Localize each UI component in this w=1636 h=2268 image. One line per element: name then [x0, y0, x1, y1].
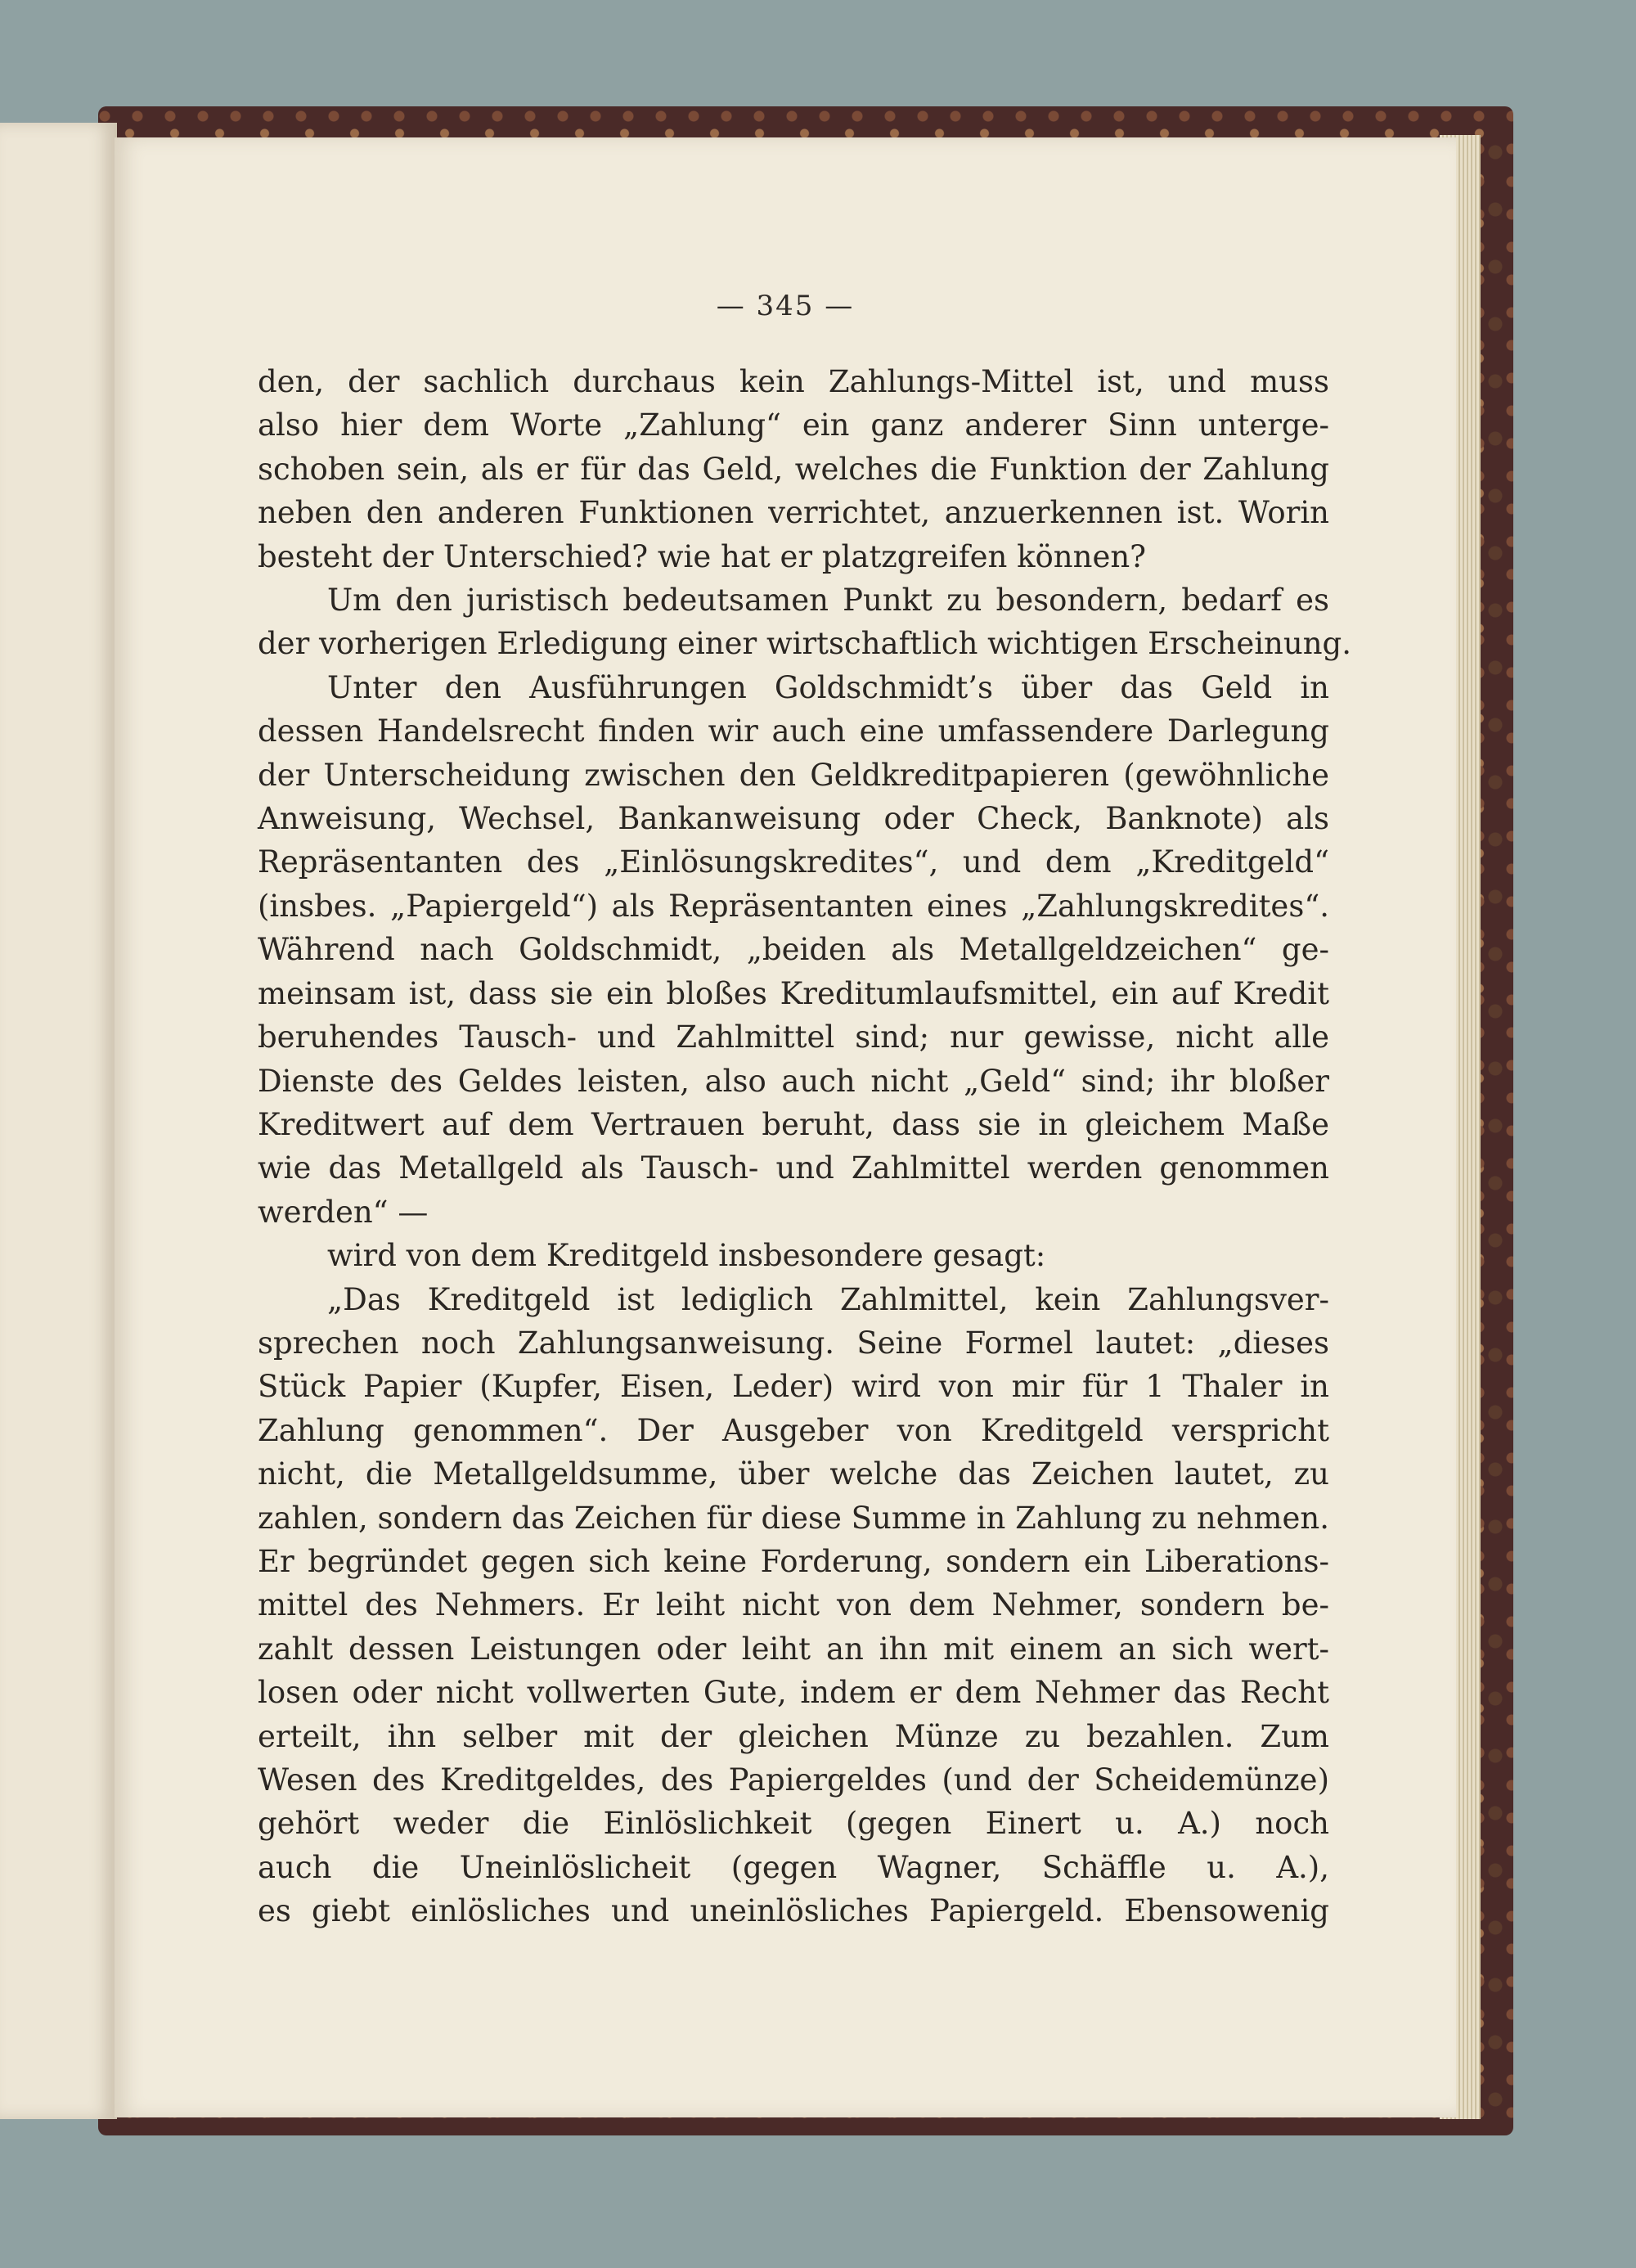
- book-page: [115, 137, 1456, 2117]
- text-line: neben den anderen Funktionen verrichtet, anzuerkennen ist. Worin: [258, 495, 1329, 531]
- text-line: Zahlung genommen“. Der Ausgeber von Kreditgeld verspricht: [258, 1412, 1329, 1448]
- text-line: also hier dem Worte „Zahlung“ ein ganz anderer Sinn unterge-: [258, 407, 1329, 443]
- text-line: mittel des Nehmers. Er leiht nicht von dem Nehmer, sondern be-: [258, 1587, 1329, 1623]
- text-line: Unter den Ausführungen Goldschmidt’s über das Geld in: [327, 669, 1329, 705]
- text-line: wird von dem Kreditgeld insbesondere gesagt:: [327, 1238, 1046, 1274]
- text-line: zahlt dessen Leistungen oder leiht an ihn mit einem an sich wert-: [258, 1631, 1329, 1667]
- text-line: werden“ —: [258, 1194, 429, 1230]
- text-line: dessen Handelsrecht finden wir auch eine umfassendere Darlegung: [258, 713, 1329, 749]
- text-line: der vorherigen Erledigung einer wirtschaftlich wichtigen Erscheinung.: [258, 626, 1351, 662]
- text-line: Kreditwert auf dem Vertrauen beruht, dass sie in gleichem Maße: [258, 1106, 1329, 1142]
- text-line: Anweisung, Wechsel, Bankanweisung oder Check, Banknote) als: [258, 801, 1329, 837]
- text-line: Repräsentanten des „Einlösungskredites“, und dem „Kreditgeld“: [258, 844, 1329, 880]
- text-line: Er begründet gegen sich keine Forderung, sondern ein Liberations-: [258, 1543, 1329, 1579]
- text-line: den, der sachlich durchaus kein Zahlungs-Mittel ist, und muss: [258, 364, 1329, 399]
- text-line: Stück Papier (Kupfer, Eisen, Leder) wird von mir für 1 Thaler in: [258, 1369, 1329, 1405]
- left-page-edge: [0, 123, 117, 2119]
- text-line: besteht der Unterschied? wie hat er platzgreifen können?: [258, 538, 1147, 574]
- text-line: Um den juristisch bedeutsamen Punkt zu besondern, bedarf es: [327, 583, 1329, 619]
- text-line: auch die Uneinlöslicheit (gegen Wagner, Schäffle u. A.),: [258, 1849, 1329, 1885]
- text-line: erteilt, ihn selber mit der gleichen Münze zu bezahlen. Zum: [258, 1718, 1329, 1754]
- text-line: schoben sein, als er für das Geld, welches die Funktion der Zahlung: [258, 451, 1329, 487]
- text-line: „Das Kreditgeld ist lediglich Zahlmittel, kein Zahlungsver-: [327, 1281, 1329, 1317]
- text-line: beruhendes Tausch- und Zahlmittel sind; nur gewisse, nicht alle: [258, 1019, 1329, 1055]
- text-line: (insbes. „Papiergeld“) als Repräsentanten eines „Zahlungskredites“.: [258, 888, 1329, 924]
- text-line: nicht, die Metallgeldsumme, über welche das Zeichen lautet, zu: [258, 1456, 1329, 1492]
- text-line: gehört weder die Einlöslichkeit (gegen Einert u. A.) noch: [258, 1806, 1329, 1842]
- text-line: meinsam ist, dass sie ein bloßes Kreditumlaufsmittel, ein auf Kredit: [258, 975, 1329, 1011]
- text-line: der Unterscheidung zwischen den Geldkreditpapieren (gewöhnliche: [258, 757, 1329, 793]
- text-line: sprechen noch Zahlungsanweisung. Seine Formel lautet: „dieses: [258, 1325, 1329, 1361]
- text-line: zahlen, sondern das Zeichen für diese Summe in Zahlung zu nehmen.: [258, 1500, 1329, 1536]
- text-line: Dienste des Geldes leisten, also auch nicht „Geld“ sind; ihr bloßer: [258, 1063, 1329, 1099]
- text-line: es giebt einlösliches und uneinlösliches Papiergeld. Ebensowenig: [258, 1893, 1329, 1929]
- text-line: Während nach Goldschmidt, „beiden als Metallgeldzeichen“ ge-: [258, 932, 1329, 968]
- body-text: [258, 360, 1351, 1933]
- text-line: losen oder nicht vollwerten Gute, indem er dem Nehmer das Recht: [258, 1675, 1329, 1711]
- text-line: Wesen des Kreditgeldes, des Papiergeldes (und der Scheidemünze): [258, 1762, 1329, 1798]
- page-number: — 345 —: [716, 290, 855, 322]
- text-line: wie das Metallgeld als Tausch- und Zahlmittel werden genommen: [258, 1150, 1329, 1186]
